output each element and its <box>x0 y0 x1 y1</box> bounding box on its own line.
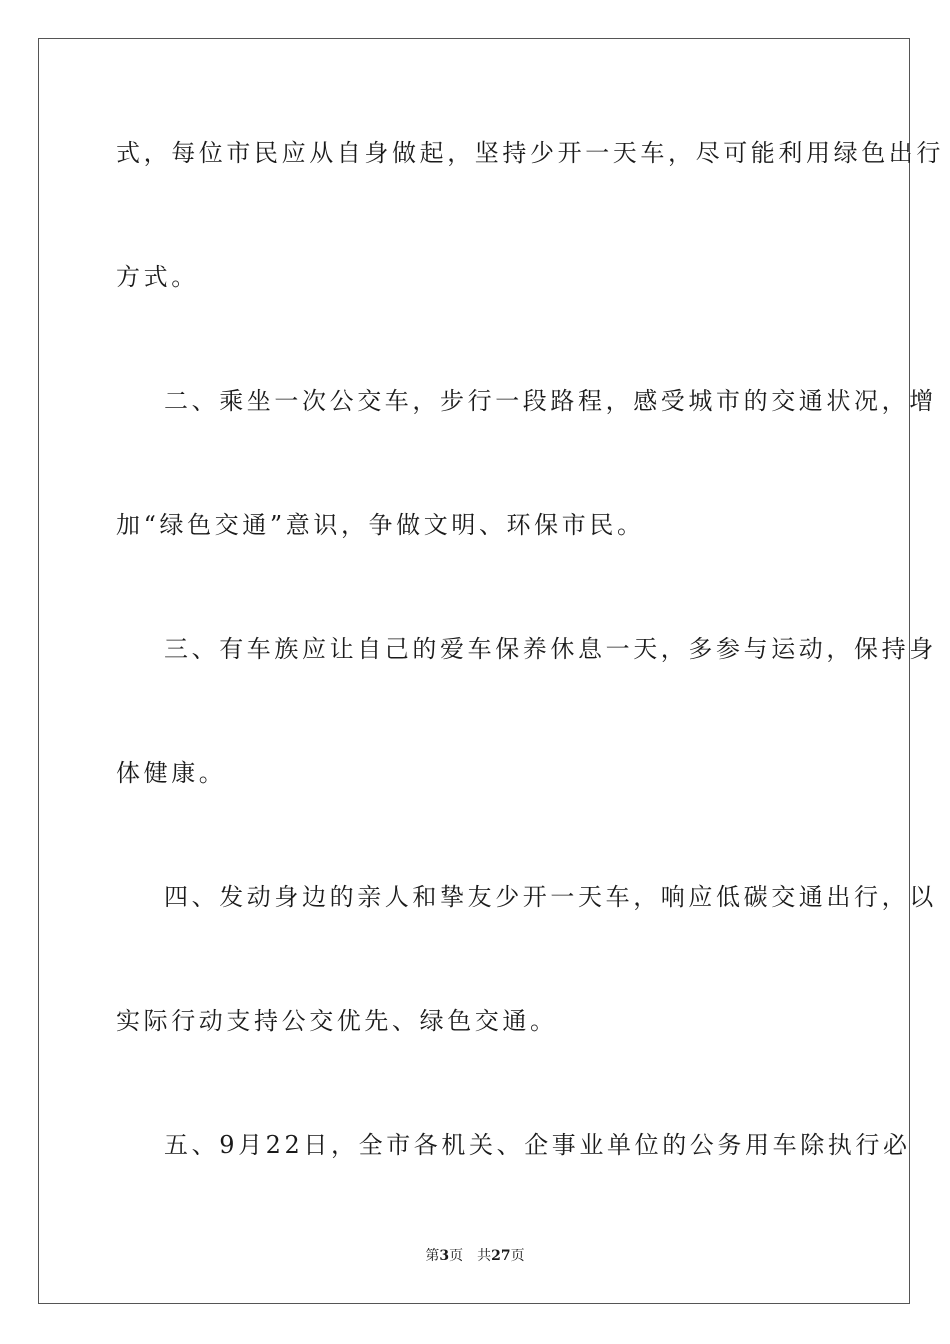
page-footer <box>0 1247 950 1265</box>
total-prefix: 共 <box>477 1248 492 1264</box>
body-line-3: 二、乘坐一次公交车，步行一段路程，感受城市的交通状况，增 <box>164 387 937 415</box>
body-line-6: 体健康。 <box>116 759 227 787</box>
body-line-8: 实际行动支持公交优先、绿色交通。 <box>116 1007 558 1035</box>
page-border <box>38 38 944 1304</box>
page-suffix: 页 <box>449 1248 464 1264</box>
page-prefix: 第 <box>425 1248 440 1264</box>
body-line-7: 四、发动身边的亲人和挚友少开一天车，响应低碳交通出行，以 <box>164 883 937 911</box>
body-line-1: 式，每位市民应从自身做起，坚持少开一天车，尽可能利用绿色出行 <box>116 139 944 167</box>
total-pages: 27 <box>491 1248 511 1264</box>
page-number: 3 <box>439 1248 450 1264</box>
body-line-5: 三、有车族应让自己的爱车保养休息一天，多参与运动，保持身 <box>164 635 937 663</box>
total-suffix: 页 <box>510 1248 525 1264</box>
body-line-2: 方式。 <box>116 263 199 291</box>
body-line-9: 五、9月22日，全市各机关、企事业单位的公务用车除执行必 <box>164 1131 911 1159</box>
body-line-4: 加“绿色交通”意识，争做文明、环保市民。 <box>116 511 645 539</box>
